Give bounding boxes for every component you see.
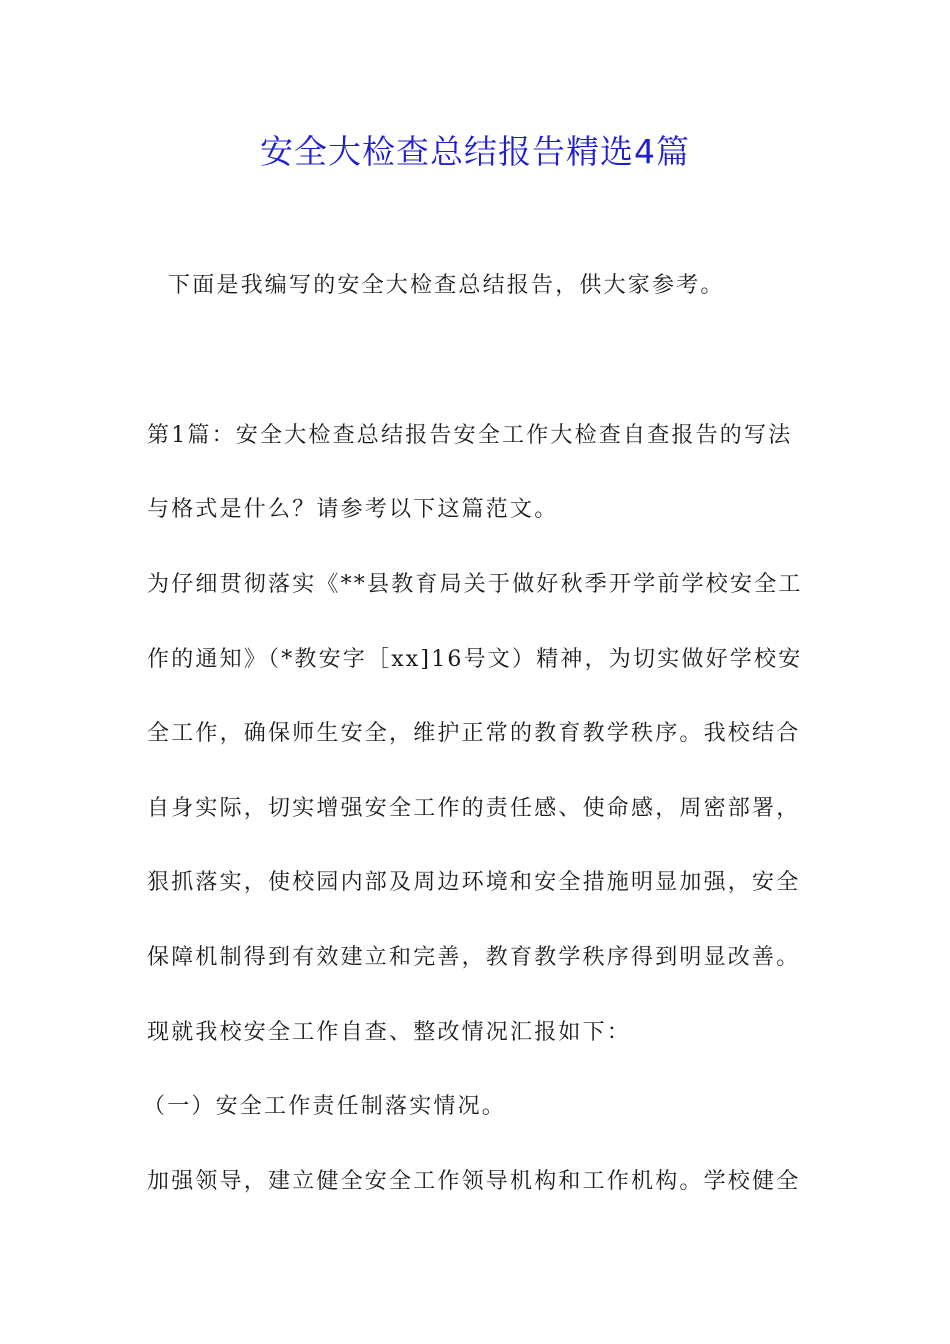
- body-line: 保障机制得到有效建立和完善，教育教学秩序得到明显改善。: [147, 945, 801, 970]
- body-line: 作的通知》（*教安字［xx]16号文）精神，为切实做好学校安: [147, 647, 803, 672]
- body-line: 第1篇：安全大检查总结报告安全工作大检查自查报告的写法: [147, 423, 793, 448]
- document-title: 安全大检查总结报告精选4篇: [260, 132, 690, 171]
- body-line: 自身实际，切实增强安全工作的责任感、使命感，周密部署，: [147, 796, 801, 821]
- body-line: 加强领导，建立健全安全工作领导机构和工作机构。学校健全: [147, 1169, 801, 1194]
- body-line: 与格式是什么？请参考以下这篇范文。: [147, 497, 559, 522]
- body-line: 为仔细贯彻落实《**县教育局关于做好秋季开学前学校安全工: [147, 572, 803, 597]
- body-line: 狠抓落实，使校园内部及周边环境和安全措施明显加强，安全: [147, 870, 801, 895]
- body-line: 现就我校安全工作自查、整改情况汇报如下：: [147, 1020, 632, 1045]
- intro-paragraph: 下面是我编写的安全大检查总结报告，供大家参考。: [168, 273, 725, 298]
- section-heading: （一）安全工作责任制落实情况。: [143, 1094, 507, 1119]
- body-line: 全工作，确保师生安全，维护正常的教育教学秩序。我校结合: [147, 721, 801, 746]
